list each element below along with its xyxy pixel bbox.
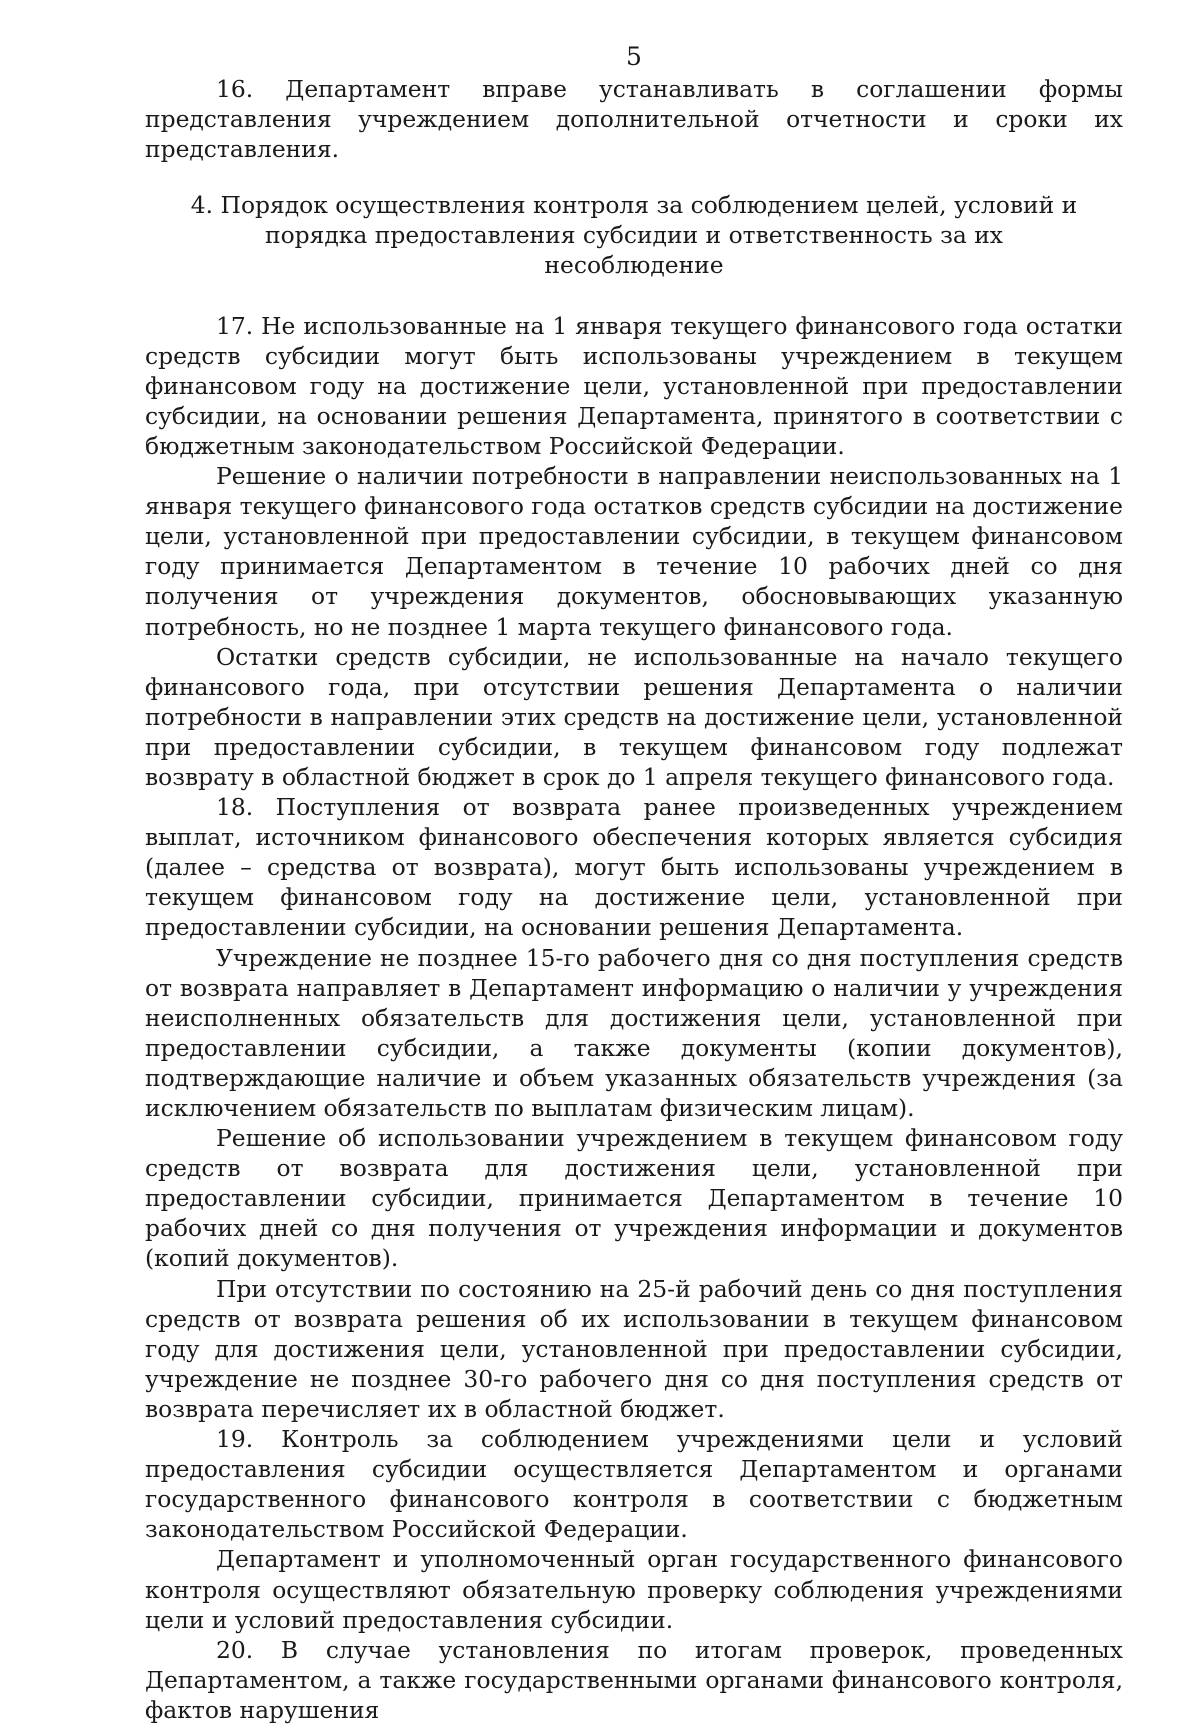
page-number: 5 [626,42,642,71]
paragraph-18-absence: При отсутствии по состоянию на 25-й рабочий день со дня поступления средств от возврата решения об их использовании в текущем финансовом году для достижения цели, установленной при предоставлении субсидии, учреждение не позднее 30-го рабочего дня со дня поступления средств от возврата перечисляет их в областной бюджет. [145,1274,1123,1423]
paragraph-16: 16. Департамент вправе устанавливать в соглашении формы представления учреждением дополнительной отчетности и сроки их представления. [145,75,1123,164]
paragraph-18-decision: Решение об использовании учреждением в текущем финансовом году средств от возврата для достижения цели, установленной при предоставлении субсидии, принимается Департаментом в течение 10 рабочих дней со дня получения от учреждения информации и документов (копий документов). [145,1124,1123,1273]
paragraph-17-remainders: Остатки средств субсидии, не использованные на начало текущего финансового года, при отсутствии решения Департамента о наличии потребности в направлении этих средств на достижение цели, установленной при предоставлении субсидии, в текущем финансовом году подлежат возврату в областной бюджет в срок до 1 апреля текущего финансового года. [145,642,1123,791]
section-heading: 4. Порядок осуществления контроля за соблюдением целей, условий и порядка предоставления субсидии и ответственность за их несоблюдение [190,191,1078,280]
paragraph-19-inspection: Департамент и уполномоченный орган государственного финансового контроля осуществляют обязательную проверку соблюдения учреждениями цели и условий предоставления субсидии. [145,1545,1123,1634]
paragraph-20: 20. В случае установления по итогам проверок, проведенных Департаментом, а также государственными органами финансового контроля, фактов нарушения [145,1635,1123,1724]
paragraph-18: 18. Поступления от возврата ранее произведенных учреждением выплат, источником финансового обеспечения которых является субсидия (далее – средства от возврата), могут быть использованы учреждением в текущем финансовом году на достижение цели, установленной при предоставлении субсидии, на основании решения Департамента. [145,793,1123,942]
paragraph-18-notice: Учреждение не позднее 15-го рабочего дня со дня поступления средств от возврата направляет в Департамент информацию о наличии у учреждения неисполненных обязательств для достижения цели, установленной при предоставлении субсидии, а также документы (копии документов), подтверждающие наличие и объем указанных обязательств учреждения (за исключением обязательств по выплатам физическим лицам). [145,943,1123,1122]
paragraph-17-decision: Решение о наличии потребности в направлении неиспользованных на 1 января текущего финансового года остатков средств субсидии на достижение цели, установленной при предоставлении субсидии, в текущем финансовом году принимается Департаментом в течение 10 рабочих дней со дня получения от учреждения документов, обосновывающих указанную потребность, но не позднее 1 марта текущего финансового года. [145,462,1123,641]
document-page [145,40,1123,1725]
paragraph-19: 19. Контроль за соблюдением учреждениями цели и условий предоставления субсидии осуществляется Департаментом и органами государственного финансового контроля в соответствии с бюджетным законодательством Российской Федерации. [145,1425,1123,1544]
paragraph-17: 17. Не использованные на 1 января текущего финансового года остатки средств субсидии могут быть использованы учреждением в текущем финансовом году на достижение цели, установленной при предоставлении субсидии, на основании решения Департамента, принятого в соответствии с бюджетным законодательством Российской Федерации. [145,311,1123,460]
